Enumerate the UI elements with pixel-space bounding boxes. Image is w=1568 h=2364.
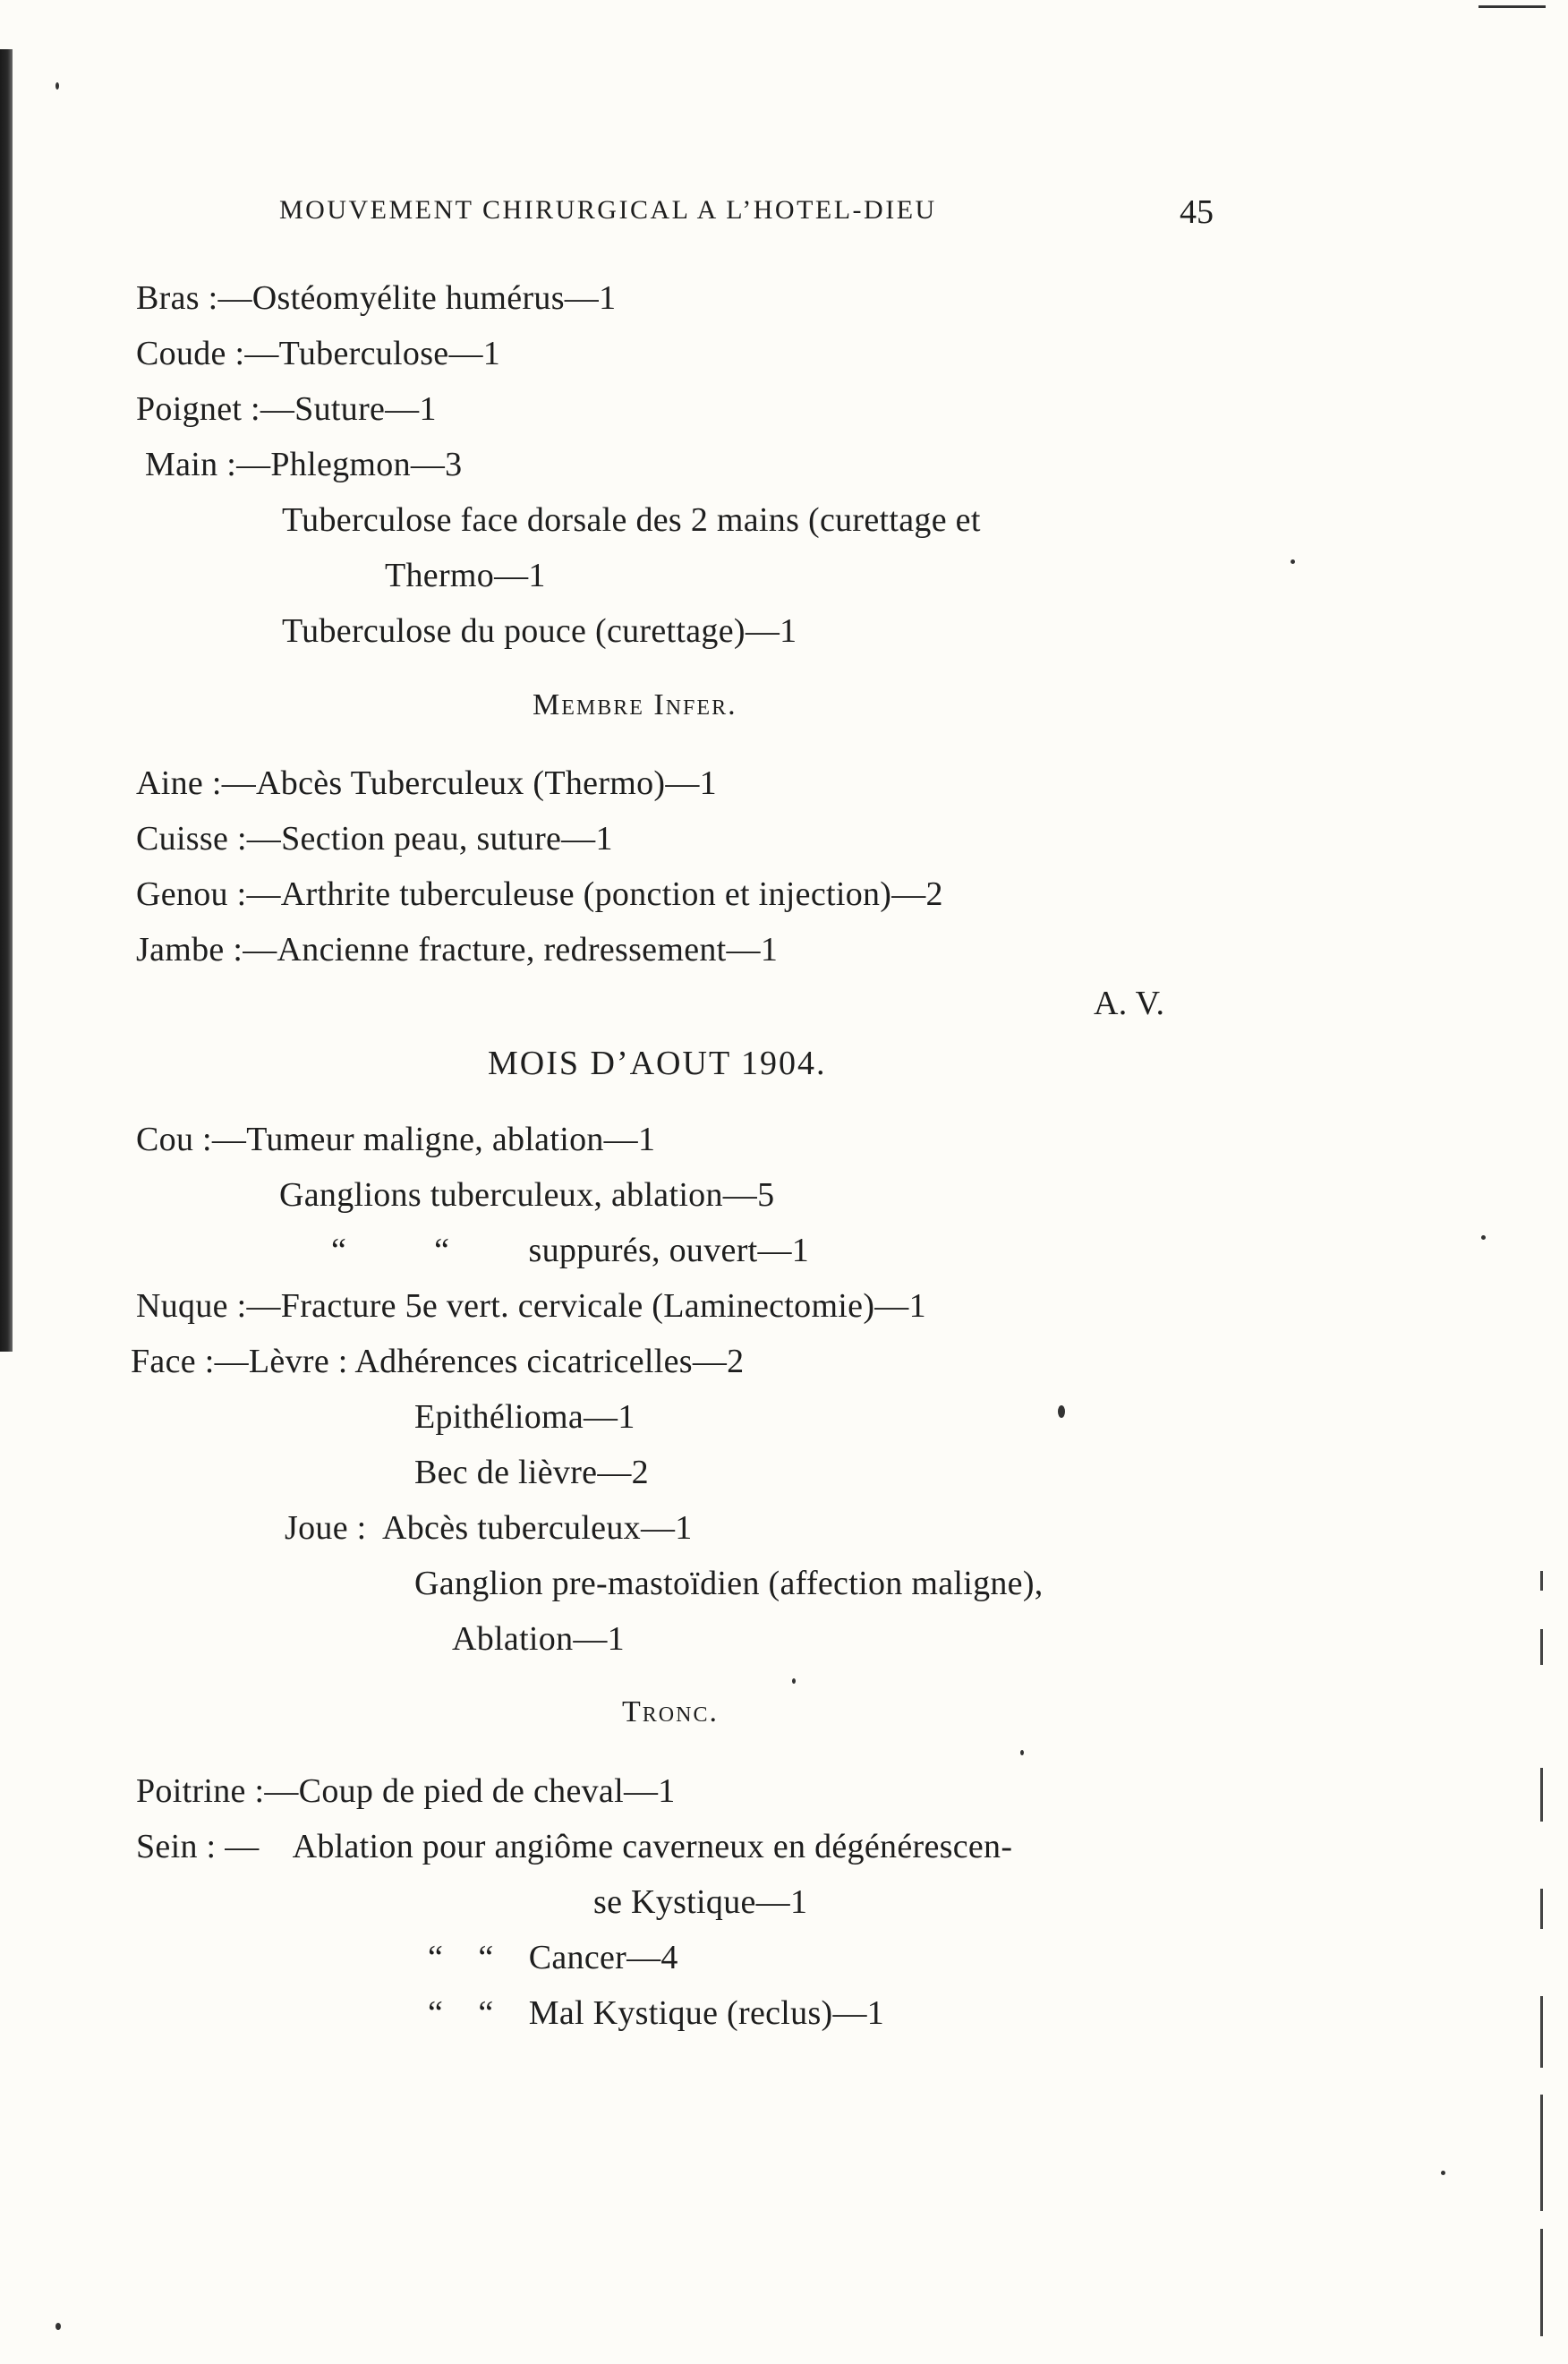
scan-edge-mark — [1540, 2229, 1543, 2336]
section-tronc: Tronc. — [622, 1695, 719, 1728]
entry-sein: Sein : — Ablation pour angiôme caverneux en dégénérescen- — [136, 1828, 1013, 1865]
entry-main: Main :—Phlegmon—3 — [145, 446, 463, 483]
scan-edge-mark — [1540, 2095, 1543, 2211]
section-mois-aout: MOIS D’AOUT 1904. — [488, 1045, 827, 1082]
entry-sein-mal-kystique: “ “ Mal Kystique (reclus)—1 — [428, 1994, 885, 2032]
scan-speck — [1058, 1405, 1065, 1418]
entry-main-thermo: Thermo—1 — [385, 557, 546, 594]
scan-speck — [1481, 1235, 1486, 1240]
scan-edge-mark — [1540, 1629, 1543, 1665]
entry-genou: Genou :—Arthrite tuberculeuse (ponction et injection)—2 — [136, 875, 943, 913]
entry-nuque: Nuque :—Fracture 5e vert. cervicale (Laminectomie)—1 — [136, 1287, 926, 1325]
scan-speck — [1441, 2171, 1445, 2175]
author-initials: A. V. — [1094, 985, 1165, 1022]
entry-cou-suppures: “ “ suppurés, ouvert—1 — [331, 1232, 810, 1269]
entry-bras: Bras :—Ostéomyélite humérus—1 — [136, 279, 617, 317]
scan-edge-mark — [1479, 5, 1546, 8]
entry-cou: Cou :—Tumeur maligne, ablation—1 — [136, 1121, 656, 1158]
entry-face-epithelioma: Epithélioma—1 — [414, 1398, 635, 1436]
entry-jambe: Jambe :—Ancienne fracture, redressement—1 — [136, 931, 779, 969]
scan-edge-mark — [1540, 1996, 1543, 2068]
entry-poignet: Poignet :—Suture—1 — [136, 390, 437, 428]
entry-sein-kystique: se Kystique—1 — [593, 1883, 808, 1921]
entry-main-tuberculose: Tuberculose face dorsale des 2 mains (curettage et — [282, 501, 981, 539]
entry-sein-cancer: “ “ Cancer—4 — [428, 1939, 678, 1976]
section-membre-infer: Membre Infer. — [533, 688, 737, 721]
scan-speck — [792, 1678, 796, 1684]
entry-joue-ganglion: Ganglion pre-mastoïdien (affection maligne), — [414, 1565, 1044, 1602]
scan-speck — [1291, 559, 1295, 564]
scan-binding-shadow — [0, 49, 13, 1352]
entry-poitrine: Poitrine :—Coup de pied de cheval—1 — [136, 1772, 676, 1810]
entry-face-bec: Bec de lièvre—2 — [414, 1454, 649, 1491]
running-title: MOUVEMENT CHIRURGICAL A L’HOTEL-DIEU — [279, 195, 937, 225]
entry-main-pouce: Tuberculose du pouce (curettage)—1 — [282, 612, 797, 650]
scan-edge-mark — [1540, 1768, 1543, 1822]
scan-edge-mark — [1540, 1889, 1543, 1929]
entry-coude: Coude :—Tuberculose—1 — [136, 335, 501, 372]
entry-face: Face :—Lèvre : Adhérences cicatricelles—2 — [131, 1343, 745, 1380]
scan-speck — [55, 2323, 61, 2330]
page-number: 45 — [1180, 193, 1214, 231]
entry-cuisse: Cuisse :—Section peau, suture—1 — [136, 820, 613, 858]
entry-cou-ganglions: Ganglions tuberculeux, ablation—5 — [279, 1176, 775, 1214]
entry-joue: Joue : Abcès tuberculeux—1 — [285, 1509, 693, 1547]
entry-joue-ablation: Ablation—1 — [452, 1620, 625, 1658]
scan-edge-mark — [1540, 1571, 1543, 1591]
entry-aine: Aine :—Abcès Tuberculeux (Thermo)—1 — [136, 764, 717, 802]
scan-speck — [1020, 1750, 1024, 1755]
scan-speck — [55, 82, 59, 90]
